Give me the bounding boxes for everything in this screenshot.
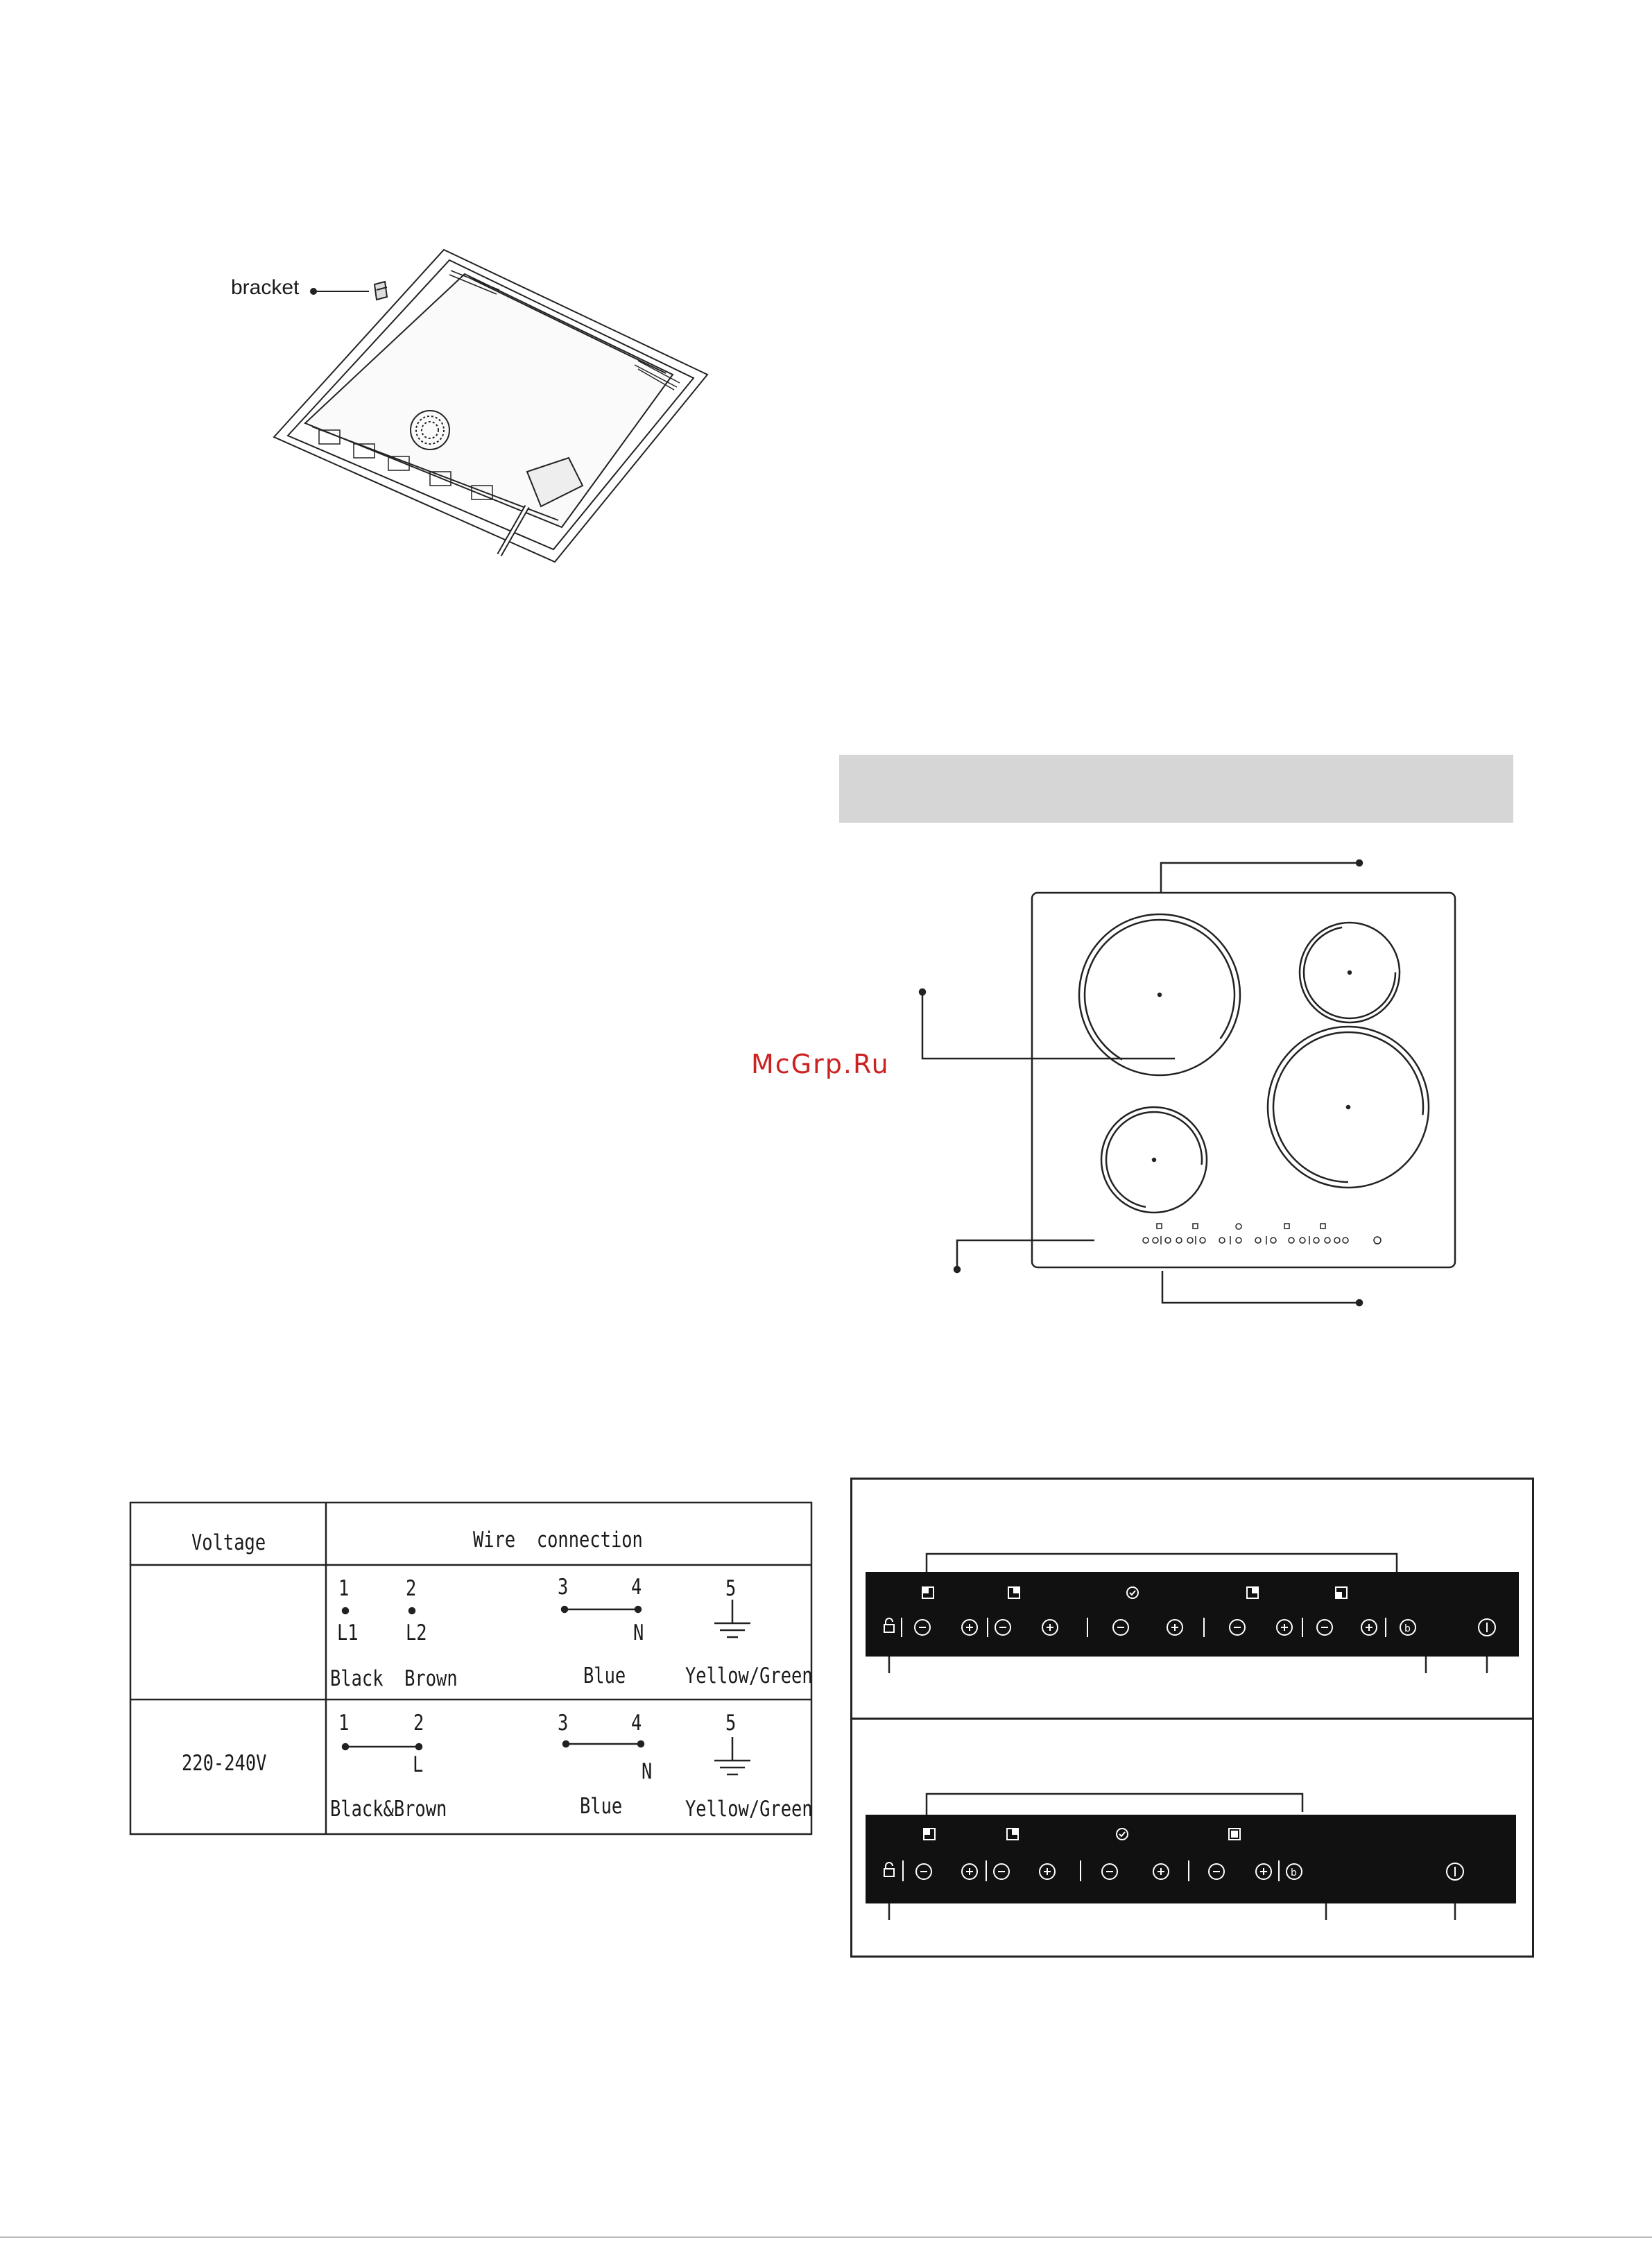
row2-terminal-2: 2 (413, 1711, 424, 1736)
hob-underside-illustration (264, 236, 721, 569)
cooking-zone-front-right (1268, 1027, 1429, 1188)
row1-lead-2: L2 (406, 1620, 427, 1645)
row2-color-34: Blue (580, 1794, 623, 1819)
row1-lead-1: L1 (337, 1620, 359, 1645)
row1-color-34: Blue (583, 1663, 626, 1688)
row1-terminal-2: 2 (406, 1576, 417, 1601)
cooking-zone-rear-right (1300, 923, 1400, 1022)
svg-text:b: b (1291, 1867, 1297, 1879)
row2-terminal-5: 5 (725, 1711, 737, 1736)
svg-text:b: b (1404, 1623, 1411, 1634)
row1-terminal-3: 3 (558, 1575, 569, 1600)
row1-wiring-symbols (333, 1595, 763, 1651)
bracket-label: bracket (231, 276, 300, 299)
row2-terminal-1: 1 (338, 1711, 350, 1736)
table-header-wire-connection: Wire connection (473, 1528, 643, 1552)
row1-color-5: Yellow/Green (685, 1663, 813, 1688)
row1-color-12: Black Brown (330, 1666, 458, 1691)
table-header-voltage: Voltage (191, 1530, 266, 1555)
watermark: McGrp.Ru (751, 1049, 890, 1079)
row1-terminal-1: 1 (338, 1576, 350, 1601)
control-panel-three-zone (864, 1784, 1520, 1937)
cooking-zone-front-left (1099, 1104, 1210, 1215)
hob-top-view-diagram (902, 846, 1470, 1318)
row2-terminal-4: 4 (631, 1711, 642, 1736)
control-panel-four-zone (864, 1544, 1520, 1697)
row1-terminal-5: 5 (725, 1576, 737, 1601)
page-edge-line (0, 2236, 1652, 2238)
row2-color-5: Yellow/Green (685, 1797, 813, 1822)
ground-symbol-icon (714, 1737, 750, 1774)
section-heading-band (839, 755, 1513, 823)
row2-lead-12: L (413, 1752, 424, 1777)
row2-lead-34: N (642, 1759, 653, 1784)
row1-lead-34: N (633, 1620, 644, 1645)
row1-terminal-4: 4 (631, 1575, 642, 1600)
ground-symbol-icon (714, 1600, 750, 1637)
control-panel-divider (850, 1718, 1534, 1720)
row2-voltage: 220-240V (182, 1751, 267, 1776)
control-strip-mini (1143, 1224, 1381, 1244)
bracket-icon (375, 282, 387, 300)
row2-color-12: Black&Brown (330, 1797, 447, 1822)
cooking-zone-rear-left (1057, 892, 1262, 1097)
row2-terminal-3: 3 (558, 1711, 569, 1736)
row2-wiring-symbols (333, 1730, 763, 1786)
